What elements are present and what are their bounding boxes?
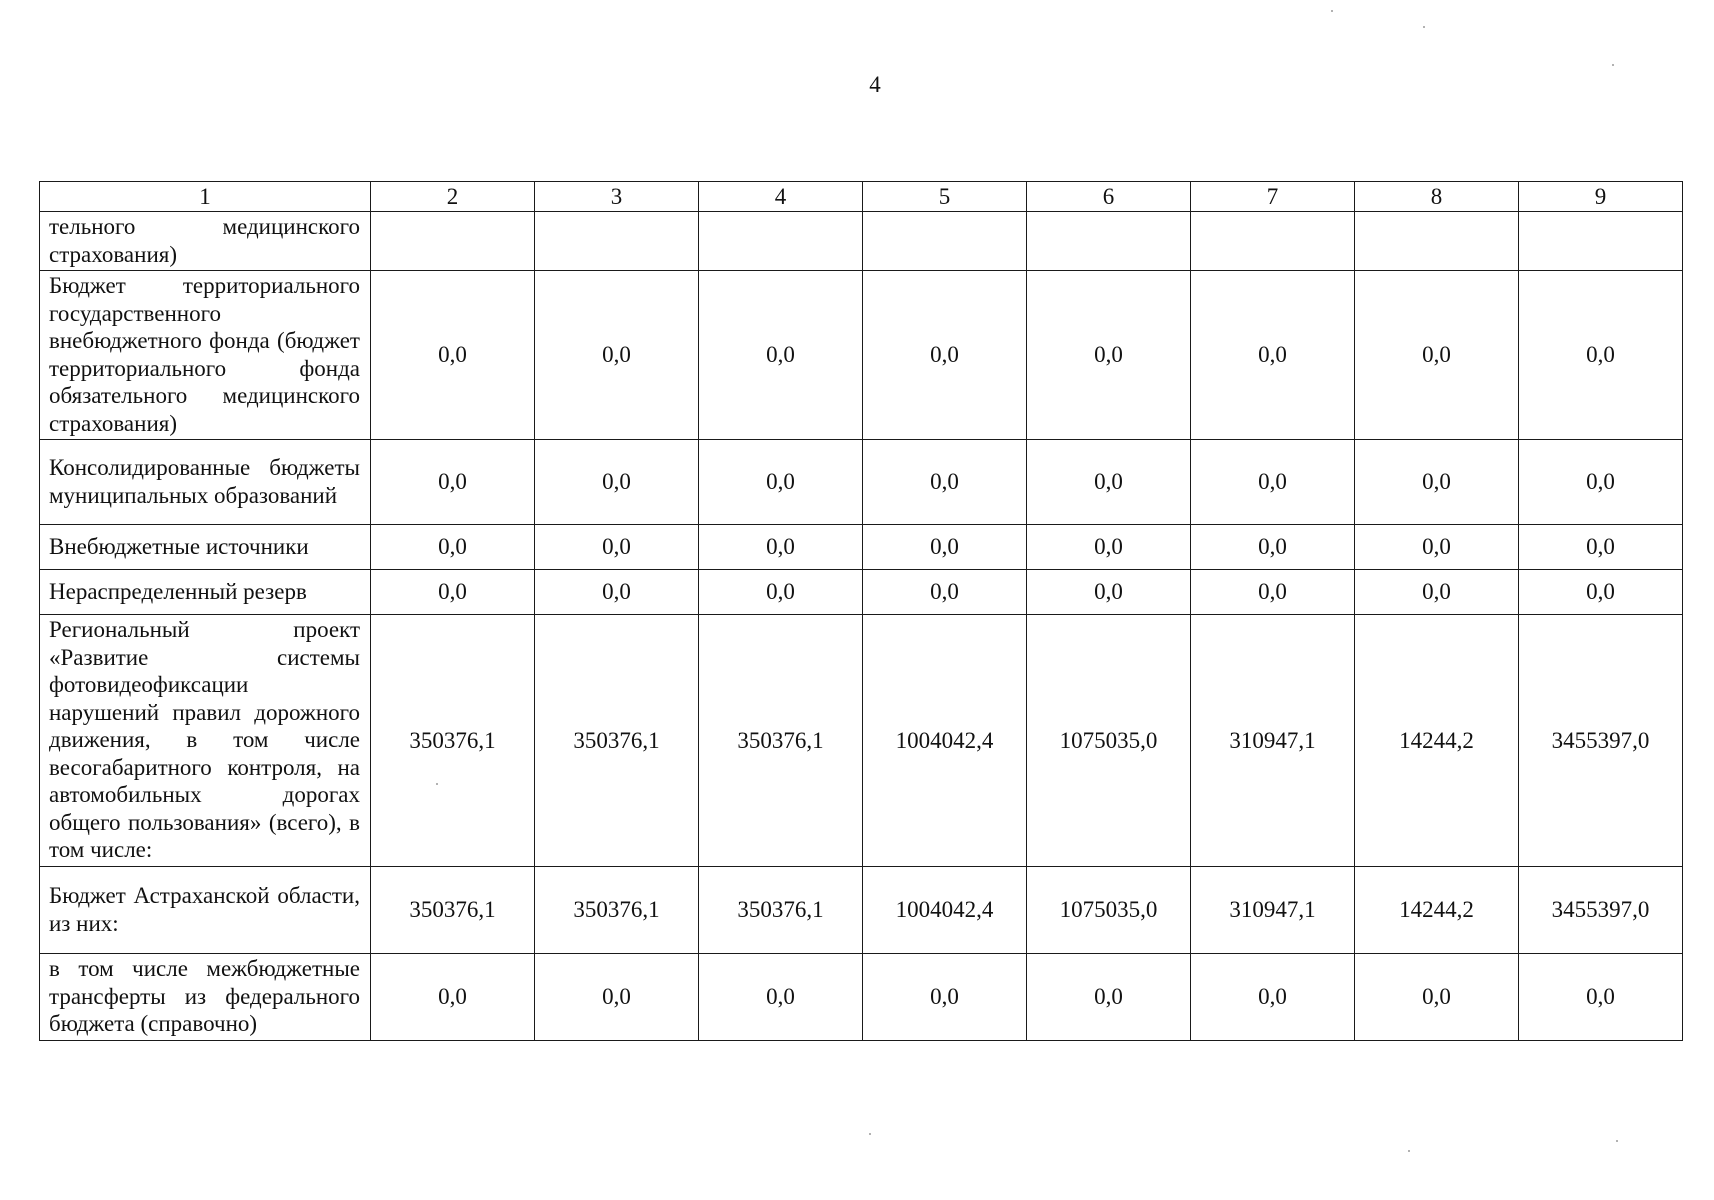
value-cell: 350376,1: [371, 615, 535, 867]
column-number: 5: [863, 182, 1027, 212]
table-row: [40, 954, 1683, 1041]
value-cell: 14244,2: [1355, 615, 1519, 867]
value-cell: 310947,1: [1191, 615, 1355, 867]
value-cell: 0,0: [699, 954, 863, 1041]
value-cell: 0,0: [1355, 271, 1519, 440]
column-number: 3: [535, 182, 699, 212]
column-number: 8: [1355, 182, 1519, 212]
value-cell: 0,0: [699, 570, 863, 615]
value-cell: 0,0: [371, 440, 535, 525]
table-row: [40, 867, 1683, 954]
row-label: Региональный проект «Развитие системы фотовидеофиксации нарушений правил дорожного движения, в том числе весогабаритного контроля, на автомобильных дорогах общего пользования» (всего), в том числе:: [40, 615, 371, 867]
value-cell: 0,0: [535, 570, 699, 615]
row-label: Консолидированные бюджеты муниципальных образований: [40, 440, 371, 525]
value-cell: 1004042,4: [863, 615, 1027, 867]
column-number: 2: [371, 182, 535, 212]
value-cell: 0,0: [863, 954, 1027, 1041]
value-cell: [535, 212, 699, 271]
scan-speck: [436, 783, 438, 785]
value-cell: 0,0: [1355, 525, 1519, 570]
value-cell: [371, 212, 535, 271]
row-label: Бюджет территориального государственного внебюджетного фонда (бюджет территориального фонда обязательного медицинского страхования): [40, 271, 371, 440]
value-cell: 0,0: [1191, 525, 1355, 570]
value-cell: 0,0: [535, 954, 699, 1041]
value-cell: 0,0: [863, 440, 1027, 525]
value-cell: 0,0: [371, 271, 535, 440]
value-cell: 0,0: [1355, 440, 1519, 525]
value-cell: 0,0: [1191, 440, 1355, 525]
scan-speck: [1408, 1150, 1410, 1152]
value-cell: [1027, 212, 1191, 271]
table-row: [40, 212, 1683, 271]
value-cell: 0,0: [1027, 570, 1191, 615]
scan-speck: [869, 1133, 871, 1135]
value-cell: [1519, 212, 1683, 271]
value-cell: 310947,1: [1191, 867, 1355, 954]
table-row: [40, 615, 1683, 867]
value-cell: 3455397,0: [1519, 867, 1683, 954]
value-cell: 0,0: [1191, 954, 1355, 1041]
value-cell: 0,0: [371, 954, 535, 1041]
value-cell: 0,0: [863, 271, 1027, 440]
budget-table: [39, 181, 1683, 1041]
scan-speck: [1612, 64, 1614, 66]
value-cell: 0,0: [371, 525, 535, 570]
value-cell: 350376,1: [371, 867, 535, 954]
value-cell: 1004042,4: [863, 867, 1027, 954]
value-cell: 0,0: [1519, 570, 1683, 615]
value-cell: 0,0: [1355, 570, 1519, 615]
value-cell: 350376,1: [699, 615, 863, 867]
value-cell: 0,0: [699, 525, 863, 570]
column-number: 4: [699, 182, 863, 212]
column-number-row: [40, 182, 1683, 212]
scan-speck: [1331, 10, 1333, 12]
value-cell: 0,0: [1355, 954, 1519, 1041]
row-label: Нераспределенный резерв: [40, 570, 371, 615]
value-cell: 1075035,0: [1027, 615, 1191, 867]
table-row: [40, 525, 1683, 570]
value-cell: 0,0: [1027, 440, 1191, 525]
value-cell: 0,0: [699, 271, 863, 440]
scan-speck: [1423, 26, 1425, 28]
value-cell: [863, 212, 1027, 271]
column-number: 7: [1191, 182, 1355, 212]
value-cell: 3455397,0: [1519, 615, 1683, 867]
table-row: [40, 271, 1683, 440]
value-cell: 0,0: [1191, 570, 1355, 615]
value-cell: 14244,2: [1355, 867, 1519, 954]
value-cell: 0,0: [863, 570, 1027, 615]
value-cell: [699, 212, 863, 271]
page-number: 4: [869, 72, 881, 97]
value-cell: 0,0: [1027, 525, 1191, 570]
value-cell: 0,0: [1027, 954, 1191, 1041]
value-cell: 0,0: [1027, 271, 1191, 440]
value-cell: 0,0: [371, 570, 535, 615]
column-number: 6: [1027, 182, 1191, 212]
table-row: [40, 440, 1683, 525]
column-number: 9: [1519, 182, 1683, 212]
value-cell: 0,0: [1519, 440, 1683, 525]
value-cell: [1355, 212, 1519, 271]
row-label: в том числе межбюджетные трансферты из федерального бюджета (справочно): [40, 954, 371, 1041]
value-cell: 0,0: [699, 440, 863, 525]
column-number: 1: [40, 182, 371, 212]
scan-speck: [1616, 1140, 1618, 1142]
value-cell: 1075035,0: [1027, 867, 1191, 954]
value-cell: 350376,1: [699, 867, 863, 954]
value-cell: 0,0: [535, 271, 699, 440]
row-label: тельного медицинского страхования): [40, 212, 371, 271]
value-cell: 0,0: [1519, 525, 1683, 570]
value-cell: [1191, 212, 1355, 271]
value-cell: 350376,1: [535, 867, 699, 954]
value-cell: 0,0: [535, 525, 699, 570]
value-cell: 0,0: [1191, 271, 1355, 440]
row-label: Внебюджетные источники: [40, 525, 371, 570]
value-cell: 0,0: [535, 440, 699, 525]
value-cell: 0,0: [863, 525, 1027, 570]
table-row: [40, 570, 1683, 615]
value-cell: 0,0: [1519, 954, 1683, 1041]
row-label: Бюджет Астраханской области, из них:: [40, 867, 371, 954]
value-cell: 350376,1: [535, 615, 699, 867]
value-cell: 0,0: [1519, 271, 1683, 440]
